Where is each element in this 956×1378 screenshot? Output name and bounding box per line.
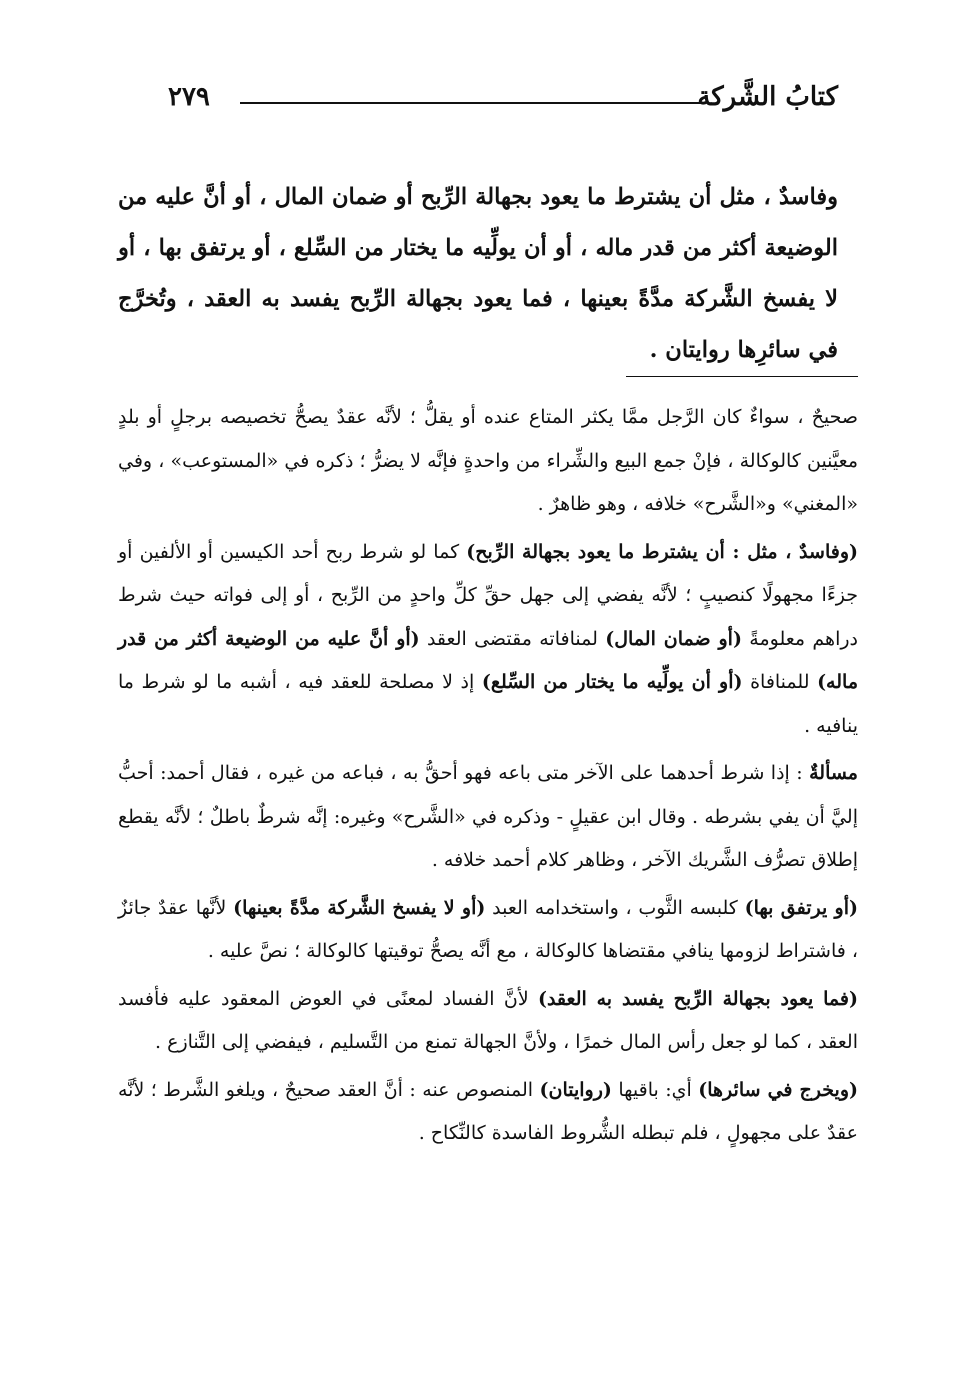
commentary-text: إذ لا مصلحة للعقد فيه ، أشبه ما لو شرط ما ينافيه . [118,671,858,737]
commentary-text: لمنافاته مقتضى العقد [419,627,606,650]
quoted-matn: (روايتان) [539,1078,612,1101]
commentary-text: كما لو شرط ربح أحد الكيسين أو الألفين أو جزءًا مجهولًا كنصيبٍ ؛ لأنَّه يفضي إلى جهل حقِّ كلِّ واحدٍ من الرِّبح ، أو إلى فواته حيث شرط دراهم معلومةً [118,540,858,650]
commentary-text: لأنَّ الفساد لمعنًى في العوض المعقود عليه فأفسد العقد ، كما لو جعل رأس المال خمرًا ، ولأنَّ الجهالة تمنع من التَّسليم ، فيفضي إلى التَّنازع . [118,987,858,1053]
running-title: كتابُ الشَّركة [697,82,838,112]
header-rule [240,102,703,104]
commentary-paragraph-2 [118,531,858,749]
quoted-matn: (ويخرج في سائرها) [698,1078,858,1101]
issue-heading: مسألةٌ [809,762,858,784]
commentary-text: للمنافاة [742,671,818,693]
commentary-paragraph-1 [118,396,858,527]
quoted-matn: (أو يرتفق بها) [744,896,859,919]
quoted-matn: (أو أن يولِّيه ما يختار من السِّلع) [481,671,743,693]
commentary-text: لأنَّها عقدٌ جائزٌ ، فاشتراط لزومها ينافي مقتضاها كالوكالة ، مع أنَّه يصحُّ توقيتها كالوكالة ؛ نصَّ عليه . [118,896,858,962]
page-header [118,82,838,122]
commentary-paragraph-3 [118,752,858,883]
commentary-paragraph-5 [118,978,858,1065]
commentary-text: : إذا شرط أحدهما على الآخر متى باعه فهو أحقُّ به ، فباعه من غيره ، فقال أحمد: أحبُّ إليَّ أن يفي بشرطه . وقال ابن عقيلٍ - وذكره في «الشَّرح» وغيره: إنَّه شرطٌ باطلٌ ؛ لأنَّه يقطع إطلاق تصرُّف الشَّريك الآخر ، وظاهر كلام أحمد خلافه . [118,762,858,871]
quoted-matn: (أو لا يفسخ الشَّركة مدَّةً بعينها) [233,896,486,919]
commentary-paragraph-6 [118,1069,858,1156]
commentary-text: صحيحٌ ، سواءٌ كان الرَّجل ممَّا يكثر المتاع عنده أو يقلُّ ؛ لأنَّه عقدٌ يصحُّ تخصيصه برجلٍ أو بلدٍ معيَّنين كالوكالة ، فإنْ جمع البيع والشِّراء من واحدةٍ فإنَّه لا يضرُّ ؛ ذكره في «المستوعب» ، وفي «المغني» و«الشَّرح» خلافه ، وهو ظاهرٌ . [118,406,858,515]
quoted-matn: (فما يعود بجهالة الرِّبح يفسد به العقد) [537,987,858,1010]
footnote-separator [626,376,858,377]
quoted-matn: (أو أنَّ عليه من الوضيعة أكثر من قدر ماله) [118,627,858,693]
commentary-text: المنصوص عنه : أنَّ العقد صحيحٌ ، ويلغو الشَّرط ؛ لأنَّه عقدٌ على مجهولٍ ، فلم تبطله الشُّروط الفاسدة كالنِّكاح . [118,1078,858,1144]
commentary-text: كلبسه الثَّوب ، واستخدامه العبد [485,896,745,919]
quoted-matn: (وفاسدٌ ، مثل : أن يشترط ما يعود بجهالة الرِّبح) [466,540,858,563]
commentary-paragraph-4 [118,887,858,974]
page-number: ٢٧٩ [168,82,210,112]
commentary [118,396,858,1160]
main-text: وفاسدٌ ، مثل أن يشترط ما يعود بجهالة الرِّبح أو ضمان المال ، أو أنَّ عليه من الوضيعة أكثر من قدر ماله ، أو أن يولِّيه ما يختار من السِّلع ، أو يرتفق بها ، أو لا يفسخ الشَّركة مدَّةً بعينها ، فما يعود بجهالة الرِّبح يفسد به العقد ، وتُخرَّج في سائرِها روايتان . [118,184,838,363]
commentary-text: أي: باقيها [611,1078,699,1101]
quoted-matn: (أو ضمان المال) [605,627,742,650]
